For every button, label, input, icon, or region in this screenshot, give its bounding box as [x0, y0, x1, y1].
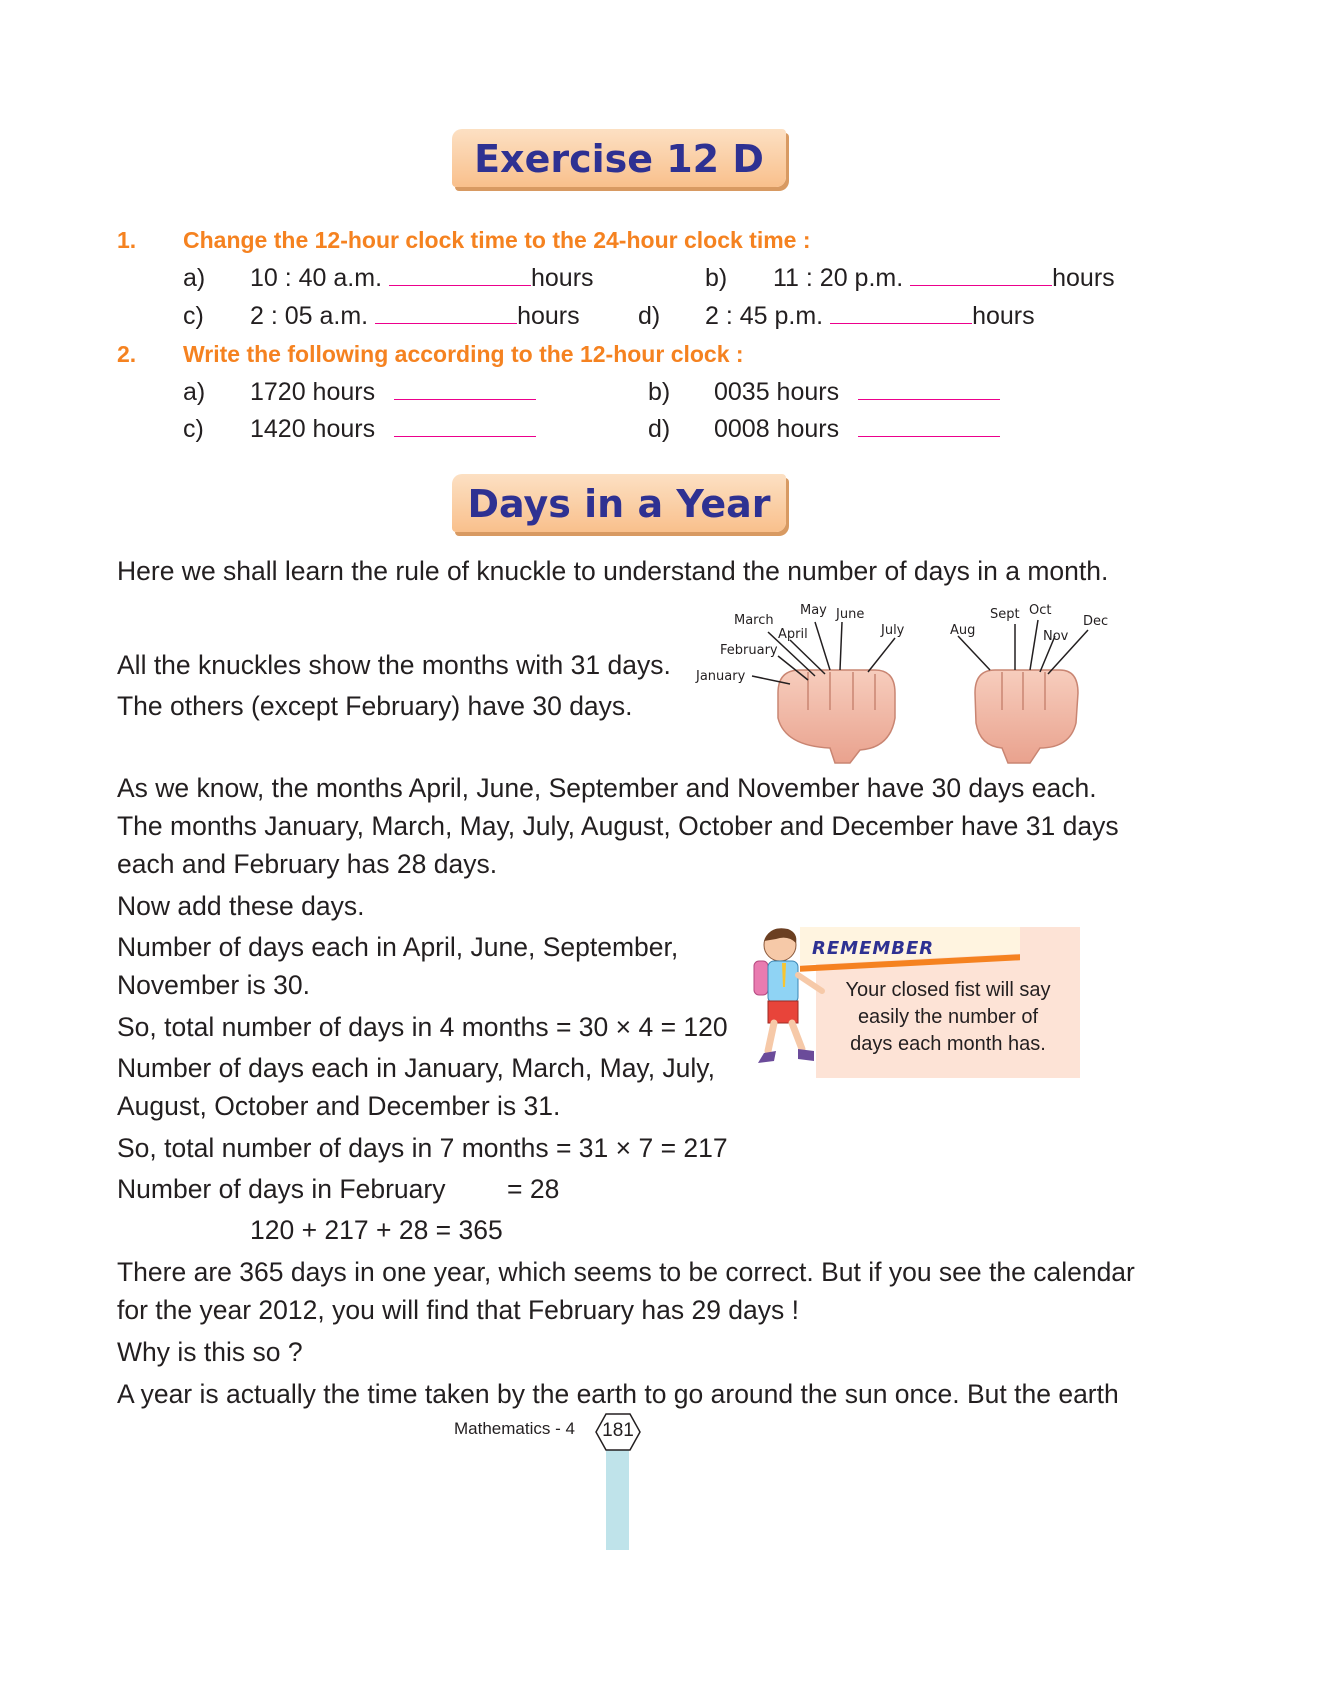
month-label-nov: Nov: [1043, 629, 1069, 644]
q2-item-b: b): [648, 378, 671, 406]
answer-blank[interactable]: [910, 284, 1052, 286]
q1-item-d: d): [638, 302, 661, 330]
sum-line: 120 + 217 + 28 = 365: [250, 1215, 503, 1245]
february-days-value: = 28: [507, 1174, 560, 1204]
page-number: 181: [602, 1420, 634, 1441]
left-fist-icon: [778, 670, 895, 763]
remember-text-line: days each month has.: [850, 1033, 1046, 1055]
q1-item-b-body: 11 : 20 p.m. hours: [773, 264, 1115, 292]
month-label-sept: Sept: [990, 607, 1020, 622]
answer-blank[interactable]: [389, 284, 531, 286]
paragraph-line: A year is actually the time taken by the earth to go around the sun once. But the earth: [117, 1379, 1119, 1409]
q1-item-d-body: 2 : 45 p.m. hours: [705, 302, 1035, 330]
exercise-banner: [452, 129, 786, 187]
q1-item-a: a): [183, 264, 206, 292]
paragraph-line: each and February has 28 days.: [117, 849, 498, 879]
paragraph-line: The months January, March, May, July, August, October and December have 31 days: [117, 811, 1119, 841]
knuckle-note-2: The others (except February) have 30 days.: [117, 691, 633, 721]
month-label-aug: Aug: [950, 623, 976, 638]
q2-item-a: a): [183, 378, 206, 406]
answer-blank[interactable]: [394, 435, 536, 437]
answer-blank[interactable]: [394, 398, 536, 400]
answer-blank[interactable]: [830, 322, 972, 324]
month-label-march: March: [734, 613, 774, 628]
month-label-dec: Dec: [1083, 614, 1109, 629]
right-fist-icon: [975, 670, 1078, 763]
book-title: Mathematics - 4: [454, 1419, 575, 1438]
month-label-january: January: [696, 669, 746, 684]
paragraph-line: Now add these days.: [117, 891, 365, 921]
calculation-line: So, total number of days in 7 months = 31 × 7 = 217: [117, 1133, 728, 1163]
section-banner: [452, 474, 786, 532]
q1-item-a-body: 10 : 40 a.m. hours: [250, 264, 594, 292]
paragraph-line: for the year 2012, you will find that February has 29 days !: [117, 1295, 800, 1325]
schoolboy-icon: [754, 928, 822, 1063]
month-label-july: July: [881, 623, 905, 638]
q2-item-a-body: 1720 hours: [250, 378, 536, 407]
paragraph-line: Number of days each in January, March, May, July,: [117, 1053, 715, 1083]
month-label-june: June: [836, 607, 865, 622]
q2-item-d-body: 0008 hours: [714, 415, 1000, 444]
calculation-line: So, total number of days in 4 months = 30 × 4 = 120: [117, 1012, 728, 1042]
knuckle-note-1: All the knuckles show the months with 31 days.: [117, 650, 671, 680]
paragraph-line: Why is this so ?: [117, 1337, 303, 1367]
answer-blank[interactable]: [858, 435, 1000, 437]
schoolboy-illustration: [748, 925, 828, 1075]
question-2-instruction: Write the following according to the 12-hour clock :: [183, 341, 744, 367]
month-label-february: February: [720, 643, 778, 658]
february-days-label: Number of days in February: [117, 1174, 446, 1204]
q2-item-c: c): [183, 415, 204, 443]
q2-item-c-body: 1420 hours: [250, 415, 536, 444]
month-label-oct: Oct: [1029, 603, 1052, 618]
remember-text-line: Your closed fist will say: [845, 979, 1051, 1001]
q1-item-c: c): [183, 302, 204, 330]
paragraph-line: Number of days each in April, June, September,: [117, 932, 679, 962]
month-label-april: April: [778, 627, 808, 642]
intro-text: Here we shall learn the rule of knuckle to understand the number of days in a month.: [117, 556, 1109, 586]
remember-text-line: easily the number of: [857, 1006, 1039, 1028]
question-1-instruction: Change the 12-hour clock time to the 24-hour clock time :: [183, 227, 811, 253]
q1-item-c-body: 2 : 05 a.m. hours: [250, 302, 580, 330]
paragraph-line: There are 365 days in one year, which seems to be correct. But if you see the calendar: [117, 1257, 1135, 1287]
answer-blank[interactable]: [375, 322, 517, 324]
question-1-number: 1.: [117, 227, 137, 253]
q2-item-b-body: 0035 hours: [714, 378, 1000, 407]
section-title: Days in a Year: [467, 482, 771, 526]
question-2-number: 2.: [117, 341, 137, 367]
page-tab: [606, 1444, 629, 1550]
exercise-title: Exercise 12 D: [474, 137, 764, 181]
paragraph-line: November is 30.: [117, 970, 310, 1000]
answer-blank[interactable]: [858, 398, 1000, 400]
paragraph-line: As we know, the months April, June, September and November have 30 days each.: [117, 773, 1097, 803]
paragraph-line: August, October and December is 31.: [117, 1091, 561, 1121]
remember-heading: REMEMBER: [812, 938, 935, 959]
q2-item-d: d): [648, 415, 671, 443]
q1-item-b: b): [705, 264, 728, 292]
month-label-may: May: [800, 603, 827, 618]
